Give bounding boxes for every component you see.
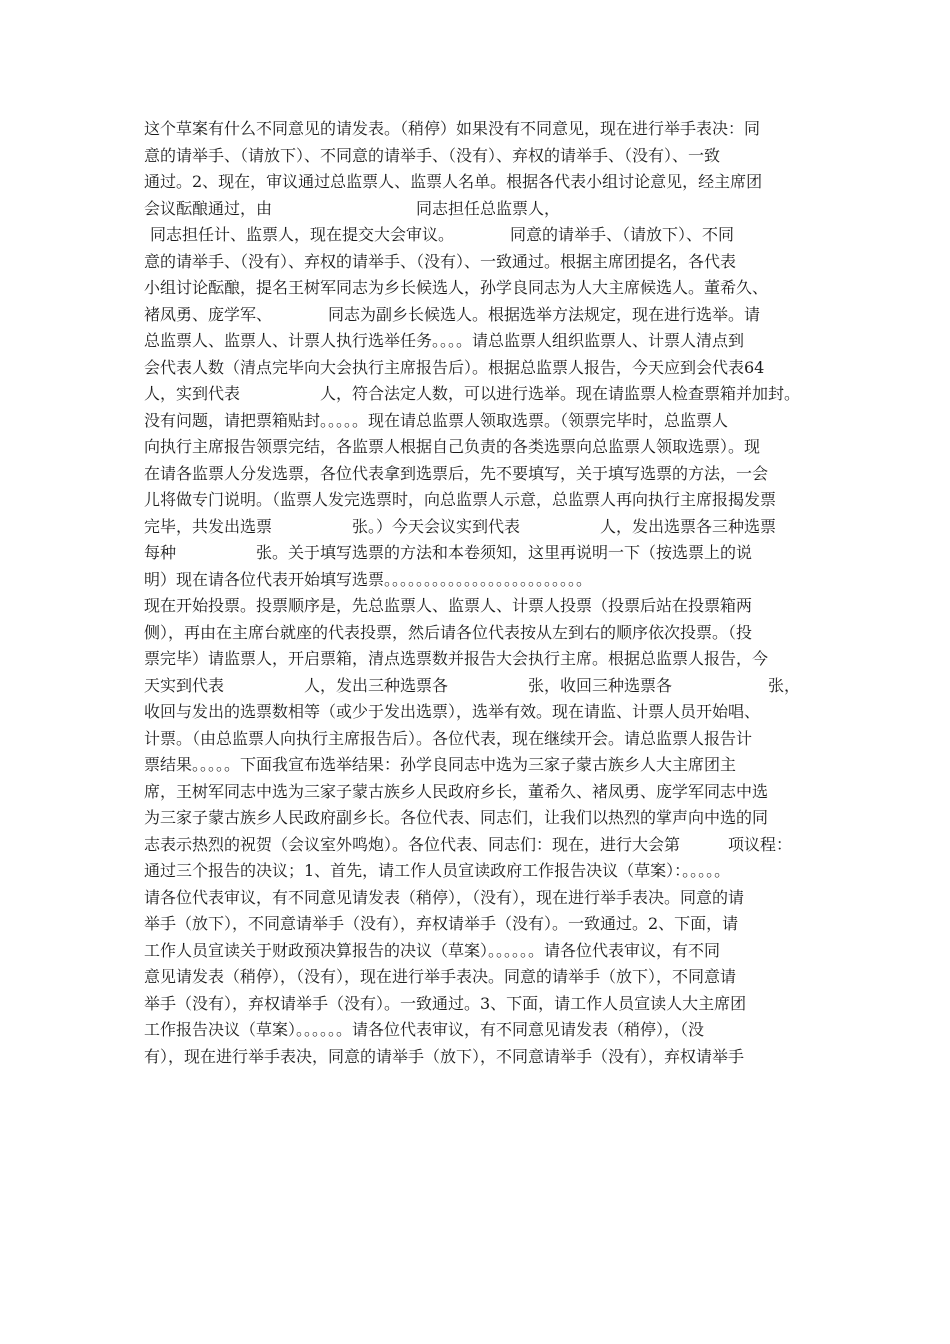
text-line: 工作报告决议（草案）。。。。。。请各位代表审议，有不同意见请发表（稍停），（没 (144, 1020, 705, 1039)
text-line: 人，实到代表 人，符合法定人数，可以进行选举。现在请监票人检查票箱并加封。 (144, 384, 801, 403)
text-line: 现在开始投票。投票顺序是，先总监票人、监票人、计票人投票（投票后站在投票箱两 (144, 596, 753, 615)
text-line: 收回与发出的选票数相等（或少于发出选票），选举有效。现在请监、计票人员开始唱、 (144, 702, 761, 721)
text-line: 会代表人数（清点完毕向大会执行主席报告后）。根据总监票人报告，今天应到会代表64 (144, 357, 765, 377)
text-line: 小组讨论酝酿，提名王树军同志为乡长候选人，孙学良同志为人大主席候选人。董希久、 (144, 278, 769, 297)
text-line: 计票。（由总监票人向执行主席报告后）。各位代表，现在继续开会。请总监票人报告计 (144, 728, 753, 748)
text-line: 举手（没有），弃权请举手（没有）。一致通过。3、下面，请工作人员宣读人大主席团 (144, 993, 747, 1013)
text-line: 席，王树军同志中选为三家子蒙古族乡人民政府乡长，董希久、褚凤勇、庞学军同志中选 (144, 781, 769, 801)
text-line: 志表示热烈的祝贺（会议室外鸣炮）。各位代表、同志们：现在，进行大会第 项议程： (144, 834, 793, 854)
text-line: 请各位代表审议，有不同意见请发表（稍停），（没有），现在进行举手表决。同意的请 (144, 887, 745, 907)
text-line: 没有问题，请把票箱贴封。。。。。现在请总监票人领取选票。（领票完毕时，总监票人 (144, 410, 729, 430)
text-line: 有），现在进行举手表决，同意的请举手（放下），不同意请举手（没有），弃权请举手 (144, 1046, 745, 1066)
text-line: 意的请举手、（请放下）、不同意的请举手、（没有）、弃权的请举手、（没有）、一致 (144, 145, 721, 165)
text-line: 票完毕）请监票人，开启票箱，清点选票数并报告大会执行主席。根据总监票人报告，今 (144, 649, 769, 668)
text-line: 侧），再由在主席台就座的代表投票，然后请各位代表按从左到右的顺序依次投票。（投 (144, 622, 753, 642)
text-line: 总监票人、监票人、计票人执行选举任务。。。。请总监票人组织监票人、计票人清点到 (144, 331, 745, 350)
text-line: 每种 张。关于填写选票的方法和本卷须知，这里再说明一下（按选票上的说 (144, 543, 753, 562)
body-text (144, 116, 824, 1070)
text-line: 举手（放下），不同意请举手（没有），弃权请举手（没有）。一致通过。2、下面，请 (144, 914, 739, 933)
text-line: 儿将做专门说明。（监票人发完选票时，向总监票人示意，总监票人再向执行主席报揭发票 (144, 490, 777, 509)
text-line: 为三家子蒙古族乡人民政府副乡长。各位代表、同志们，让我们以热烈的掌声向中选的同 (144, 808, 769, 827)
text-line: 工作人员宣读关于财政预决算报告的决议（草案）。。。。。。请各位代表审议，有不同 (144, 940, 721, 960)
text-line: 完毕，共发出选票 张。）今天会议实到代表 人，发出选票各三种选票 (144, 516, 777, 536)
text-line: 褚凤勇、庞学军、 同志为副乡长候选人。根据选举方法规定，现在进行选举。请 (144, 304, 761, 324)
text-line: 在请各监票人分发选票，各位代表拿到选票后，先不要填写，关于填写选票的方法，一会 (144, 463, 769, 483)
text-line: 意的请举手、（没有）、弃权的请举手、（没有）、一致通过。根据主席团提名，各代表 (144, 251, 737, 271)
text-line: 票结果。。。。。下面我宣布选举结果：孙学良同志中选为三家子蒙古族乡人大主席团主 (144, 755, 737, 774)
text-line: 同志担任计、监票人，现在提交大会审议。 同意的请举手、（请放下）、不同 (150, 225, 735, 244)
text-line: 明）现在请各位代表开始填写选票。。。。。。。。。。。。。。。。。。。。。。。。。 (144, 569, 593, 589)
text-line: 会议酝酿通过，由 同志担任总监票人， (144, 198, 561, 218)
text-line: 通过三个报告的决议；1、首先，请工作人员宣读政府工作报告决议（草案）：。。。。。 (144, 861, 731, 880)
text-line: 向执行主席报告领票完结，各监票人根据自己负责的各类选票向总监票人领取选票）。现 (144, 437, 761, 456)
text-line: 天实到代表 人，发出三种选票各 张，收回三种选票各 张， (144, 675, 801, 695)
text-line: 这个草案有什么不同意见的请发表。（稍停）如果没有不同意见，现在进行举手表决：同 (144, 119, 761, 138)
text-line: 通过。2、现在，审议通过总监票人、监票人名单。根据各代表小组讨论意见，经主席团 (144, 172, 763, 191)
text-line: 意见请发表（稍停），（没有），现在进行举手表决。同意的请举手（放下），不同意请 (144, 967, 737, 986)
